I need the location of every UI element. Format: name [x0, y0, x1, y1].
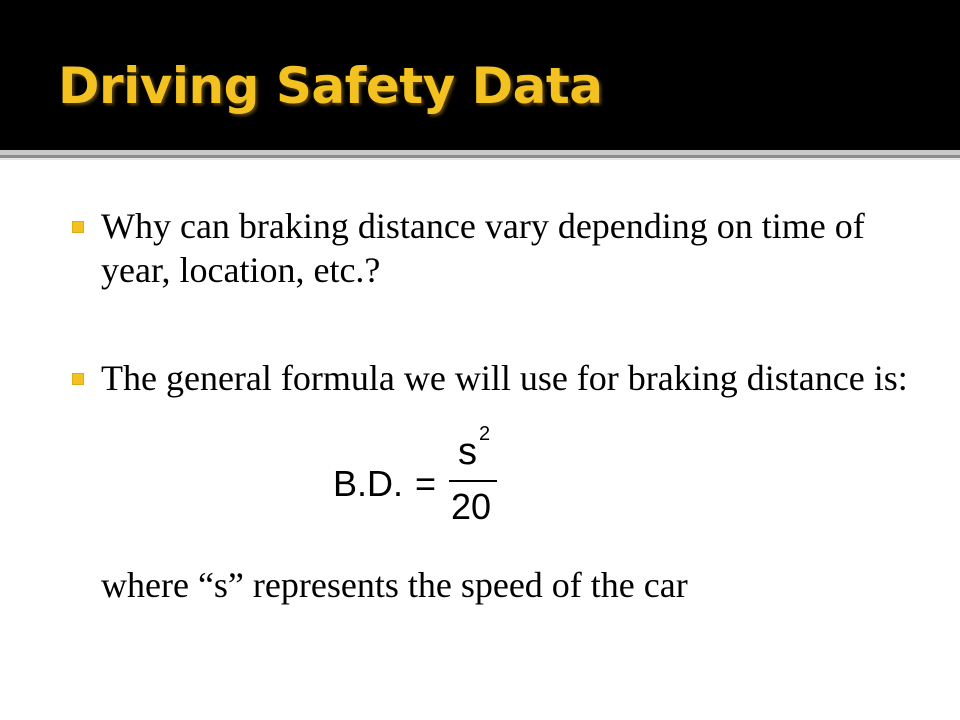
square-bullet-icon — [72, 373, 84, 385]
fraction-bar — [449, 480, 497, 482]
formula-numerator-exponent: 2 — [479, 423, 491, 445]
title-divider-highlight — [0, 158, 960, 160]
square-bullet-icon — [72, 221, 84, 233]
bullet-text: Why can braking distance vary depending on time of year, location, etc.? — [101, 206, 865, 290]
formula-lhs: B.D. — [333, 463, 404, 504]
slide-title: Driving Safety Data — [58, 57, 603, 115]
braking-distance-formula — [333, 418, 513, 528]
formula-denominator: 20 — [451, 486, 492, 527]
formula-numerator-base: s — [458, 431, 477, 473]
formula-equals: = — [415, 463, 437, 504]
bullet-text: The general formula we will use for braking distance is: — [101, 358, 908, 398]
variable-note: where “s” represents the speed of the car — [101, 565, 688, 605]
